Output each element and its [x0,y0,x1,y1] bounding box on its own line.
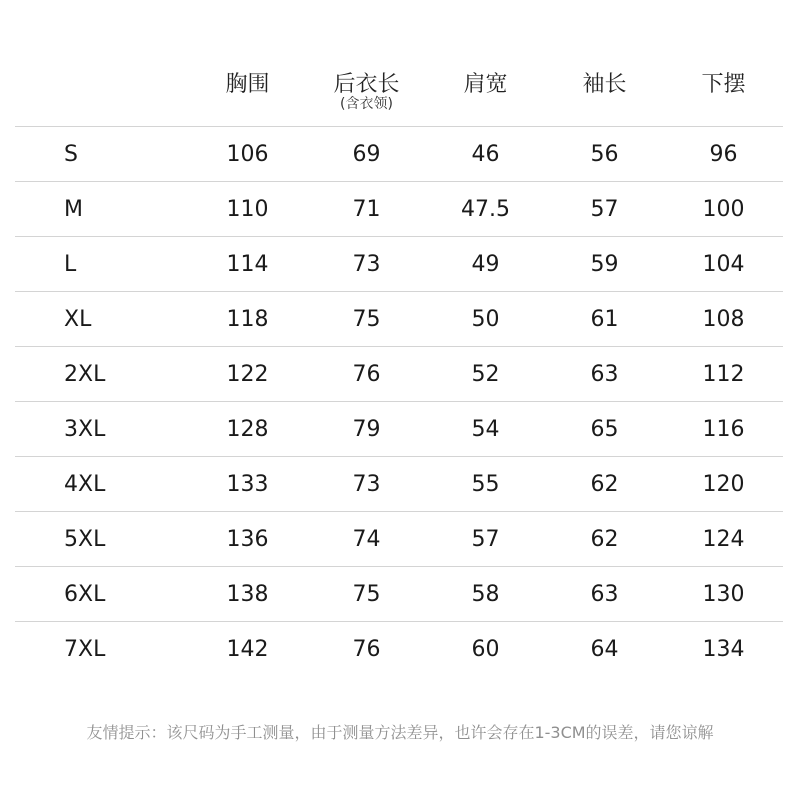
sleeve-cell: 65 [545,402,664,457]
size-cell: XL [15,292,188,347]
size-cell: 5XL [15,512,188,567]
sleeve-cell: 61 [545,292,664,347]
back-length-cell: 75 [307,567,426,622]
shoulder-cell: 58 [426,567,545,622]
hem-cell: 116 [664,402,783,457]
table-row [15,622,783,677]
hem-cell: 124 [664,512,783,567]
shoulder-cell: 49 [426,237,545,292]
hem-cell: 134 [702,636,745,662]
table-row [15,402,783,457]
hem-cell: 120 [664,457,783,512]
back-length-cell: 69 [307,127,426,182]
hem-cell: 108 [664,292,783,347]
table-row [15,512,783,567]
shoulder-cell: 57 [426,512,545,567]
back-length-cell: 76 [352,636,381,662]
back-length-cell: 74 [307,512,426,567]
size-cell: S [15,127,188,182]
chest-cell: 122 [188,347,307,402]
chest-cell: 110 [188,182,307,237]
shoulder-cell: 55 [426,457,545,512]
size-cell: 3XL [15,402,188,457]
hem-cell: 130 [664,567,783,622]
chest-cell: 133 [188,457,307,512]
table-row [15,127,783,182]
table-row [15,292,783,347]
chest-cell: 138 [188,567,307,622]
back-length-cell: 76 [307,347,426,402]
size-chart-table [15,62,783,676]
size-cell: 2XL [15,347,188,402]
footer-note: 友情提示：该尺码为手工测量，由于测量方法差异，也许会存在1-3CM的误差，请您谅解 [86,723,714,742]
size-chart-body [15,127,783,677]
header-back-length-note: (含衣领) [340,96,393,112]
table-row [15,457,783,512]
sleeve-cell: 63 [545,347,664,402]
table-row [15,182,783,237]
sleeve-cell: 62 [545,512,664,567]
shoulder-cell: 52 [426,347,545,402]
header-size [15,62,188,127]
size-cell: 7XL [64,636,106,662]
sleeve-cell: 62 [545,457,664,512]
shoulder-cell: 54 [426,402,545,457]
shoulder-cell: 50 [426,292,545,347]
hem-cell: 104 [664,237,783,292]
sleeve-cell: 64 [590,636,619,662]
hem-cell: 96 [664,127,783,182]
chest-cell: 128 [188,402,307,457]
header-chest: 胸围 [188,62,307,127]
size-cell: L [15,237,188,292]
size-chart-header [15,62,783,127]
shoulder-cell: 60 [471,636,500,662]
chest-cell: 142 [226,636,269,662]
chest-cell: 114 [188,237,307,292]
sleeve-cell: 57 [545,182,664,237]
sleeve-cell: 59 [545,237,664,292]
back-length-cell: 71 [307,182,426,237]
back-length-cell: 73 [307,237,426,292]
hem-cell: 112 [664,347,783,402]
sleeve-cell: 63 [545,567,664,622]
hem-cell: 100 [664,182,783,237]
header-sleeve: 袖长 [545,62,664,127]
size-cell: 6XL [15,567,188,622]
size-cell: M [15,182,188,237]
table-row [15,237,783,292]
header-row [15,62,783,127]
chest-cell: 118 [188,292,307,347]
table-row [15,347,783,402]
back-length-cell: 73 [307,457,426,512]
back-length-cell: 79 [307,402,426,457]
header-shoulder: 肩宽 [426,62,545,127]
header-back-length: 后衣长 (含衣领) [307,62,426,127]
header-hem: 下摆 [664,62,783,127]
back-length-cell: 75 [307,292,426,347]
size-cell: 4XL [15,457,188,512]
sleeve-cell: 56 [545,127,664,182]
shoulder-cell: 46 [426,127,545,182]
chest-cell: 106 [188,127,307,182]
table-row [15,567,783,622]
chest-cell: 136 [188,512,307,567]
shoulder-cell: 47.5 [426,182,545,237]
